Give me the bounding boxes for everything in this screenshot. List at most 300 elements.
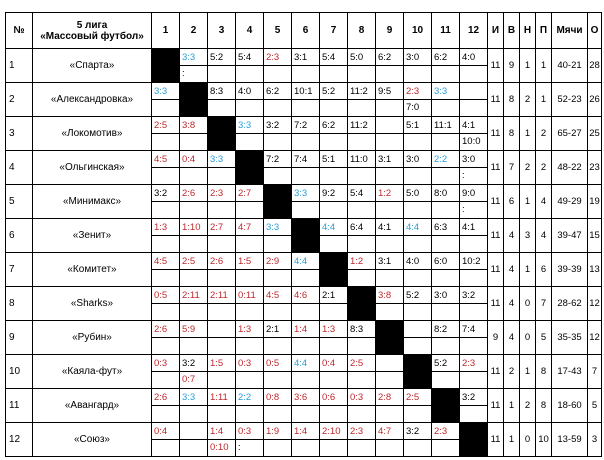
second-leg-score — [236, 100, 263, 115]
second-leg-score — [376, 202, 403, 217]
second-leg-score — [404, 66, 431, 81]
first-leg-score: 2:3 — [432, 424, 459, 440]
first-leg-score: 2:3 — [460, 356, 487, 372]
second-leg-score — [348, 168, 375, 183]
first-leg-score: 2:1 — [264, 322, 291, 338]
second-leg-score — [432, 168, 459, 183]
losses: 6 — [536, 253, 552, 287]
points: 3 — [588, 423, 602, 457]
goals: 39-47 — [552, 219, 588, 253]
second-leg-score — [348, 372, 375, 387]
first-leg-score: 11:2 — [348, 118, 375, 134]
self-match-cell — [292, 219, 320, 253]
points: 26 — [588, 83, 602, 117]
games-played: 11 — [488, 83, 504, 117]
header-opponent-12: 12 — [460, 13, 488, 49]
first-leg-score: 10:1 — [292, 84, 319, 100]
score-cell — [460, 287, 488, 321]
first-leg-score: 1:4 — [292, 424, 319, 440]
first-leg-score: 0:5 — [152, 288, 179, 304]
points: 15 — [588, 219, 602, 253]
first-leg-score: 1:10 — [180, 220, 207, 236]
header-opponent-10: 10 — [404, 13, 432, 49]
score-cell — [180, 321, 208, 355]
score-cell — [152, 83, 180, 117]
first-leg-score: 3:8 — [376, 288, 403, 304]
second-leg-score — [376, 134, 403, 149]
score-cell — [152, 185, 180, 219]
first-leg-score: 3:0 — [432, 288, 459, 304]
second-leg-score: : — [462, 170, 465, 181]
table-row — [6, 389, 602, 423]
first-leg-score: 8:0 — [432, 186, 459, 202]
score-cell — [320, 389, 348, 423]
table-row — [6, 219, 602, 253]
losses: 2 — [536, 117, 552, 151]
second-leg-score — [320, 236, 347, 251]
first-leg-score: 7:2 — [292, 118, 319, 134]
points: 5 — [588, 389, 602, 423]
first-leg-score: 0:3 — [236, 356, 263, 372]
losses: 8 — [536, 355, 552, 389]
score-cell — [292, 49, 320, 83]
second-leg-score — [348, 202, 375, 217]
header-points: О — [588, 13, 602, 49]
second-leg-score — [208, 372, 235, 387]
first-leg-score: 2:3 — [348, 424, 375, 440]
score-cell — [292, 355, 320, 389]
first-leg-score: 11:1 — [432, 118, 459, 134]
header-opponent-3: 3 — [208, 13, 236, 49]
games-played: 11 — [488, 389, 504, 423]
second-leg-score — [292, 66, 319, 81]
score-cell — [376, 185, 404, 219]
score-cell — [460, 219, 488, 253]
score-cell — [236, 49, 264, 83]
score-cell — [264, 83, 292, 117]
first-leg-score: 2:6 — [152, 322, 179, 338]
second-leg-score — [264, 134, 291, 149]
second-leg-score — [208, 66, 235, 81]
first-leg-score: 10:2 — [460, 254, 487, 270]
second-leg-score — [180, 406, 207, 421]
second-leg-score — [152, 100, 179, 115]
points: 12 — [588, 287, 602, 321]
second-leg-score — [292, 372, 319, 387]
first-leg-score: 2:5 — [404, 390, 431, 406]
second-leg-score — [320, 440, 347, 455]
second-leg-score — [460, 338, 487, 353]
first-leg-score: 6:2 — [432, 50, 459, 66]
games-played: 11 — [488, 219, 504, 253]
first-leg-score: 2:11 — [180, 288, 207, 304]
standings-body — [6, 49, 602, 457]
score-cell — [208, 321, 236, 355]
first-leg-score: 2:10 — [320, 424, 347, 440]
games-played: 11 — [488, 355, 504, 389]
first-leg-score: 9:5 — [376, 84, 403, 100]
second-leg-score — [404, 304, 431, 319]
first-leg-score: 8:3 — [208, 84, 235, 100]
score-cell — [460, 355, 488, 389]
second-leg-score — [432, 372, 459, 387]
wins: 1 — [504, 389, 520, 423]
row-number: 12 — [6, 423, 33, 457]
score-cell — [376, 253, 404, 287]
score-cell — [460, 151, 488, 185]
team-name: «Александровка» — [33, 83, 152, 117]
first-leg-score: 3:2 — [460, 288, 487, 304]
second-leg-score — [152, 304, 179, 319]
second-leg-score — [264, 236, 291, 251]
first-leg-score: 4:0 — [404, 254, 431, 270]
score-cell — [320, 185, 348, 219]
second-leg-score — [292, 134, 319, 149]
second-leg-score — [264, 338, 291, 353]
draws: 2 — [520, 389, 536, 423]
table-row — [6, 287, 602, 321]
second-leg-score — [432, 202, 459, 217]
score-cell — [152, 321, 180, 355]
second-leg-score — [208, 338, 235, 353]
header-league-line2: «Массовый футбол» — [40, 30, 144, 42]
second-leg-score — [432, 100, 459, 115]
goals: 48-22 — [552, 151, 588, 185]
first-leg-score: 4:5 — [152, 254, 179, 270]
row-number: 10 — [6, 355, 33, 389]
first-leg-score: 3:3 — [180, 50, 207, 66]
first-leg-score: 1:5 — [236, 254, 263, 270]
row-number: 6 — [6, 219, 33, 253]
row-number: 2 — [6, 83, 33, 117]
self-match-cell — [152, 49, 180, 83]
first-leg-score: 11:2 — [348, 84, 375, 100]
first-leg-score: 7:4 — [460, 322, 487, 338]
score-cell — [208, 83, 236, 117]
first-leg-score: 1:4 — [292, 322, 319, 338]
second-leg-score — [152, 236, 179, 251]
row-number: 9 — [6, 321, 33, 355]
score-cell — [152, 355, 180, 389]
score-cell — [180, 219, 208, 253]
first-leg-score: 5:0 — [348, 50, 375, 66]
second-leg-score — [264, 66, 291, 81]
second-leg-score — [180, 304, 207, 319]
second-leg-score — [404, 270, 431, 285]
first-leg-score: 2:6 — [208, 254, 235, 270]
first-leg-score: 3:3 — [264, 220, 291, 236]
second-leg-score — [208, 270, 235, 285]
first-leg-score: 4:7 — [376, 424, 403, 440]
score-cell — [432, 287, 460, 321]
first-leg-score: 3:3 — [292, 186, 319, 202]
wins: 6 — [504, 185, 520, 219]
second-leg-score — [348, 270, 375, 285]
score-cell — [236, 355, 264, 389]
first-leg-score — [376, 356, 403, 372]
draws: 1 — [520, 253, 536, 287]
first-leg-score: 7:4 — [292, 152, 319, 168]
points: 23 — [588, 151, 602, 185]
self-match-cell — [460, 423, 488, 457]
first-leg-score: 4:4 — [320, 220, 347, 236]
first-leg-score: 3:2 — [152, 186, 179, 202]
second-leg-score — [236, 338, 263, 353]
second-leg-score — [208, 202, 235, 217]
draws: 1 — [520, 49, 536, 83]
second-leg-score — [264, 372, 291, 387]
second-leg-score — [292, 406, 319, 421]
first-leg-score: 2:1 — [320, 288, 347, 304]
wins: 4 — [504, 321, 520, 355]
table-row — [6, 83, 602, 117]
header-opponent-8: 8 — [348, 13, 376, 49]
first-leg-score: 3:3 — [180, 390, 207, 406]
first-leg-score: 3:2 — [180, 356, 207, 372]
score-cell — [292, 423, 320, 457]
second-leg-score — [152, 270, 179, 285]
score-cell — [376, 219, 404, 253]
goals: 52-23 — [552, 83, 588, 117]
first-leg-score: 3:3 — [432, 84, 459, 100]
score-cell — [320, 151, 348, 185]
second-leg-score — [404, 202, 431, 217]
score-cell — [264, 321, 292, 355]
second-leg-score: 0:10 — [210, 442, 229, 453]
first-leg-score: 1:2 — [348, 254, 375, 270]
second-leg-score — [320, 406, 347, 421]
score-cell — [208, 219, 236, 253]
second-leg-score — [264, 168, 291, 183]
second-leg-score — [460, 372, 487, 387]
second-leg-score — [152, 338, 179, 353]
score-cell — [152, 423, 180, 457]
first-leg-score: 4:5 — [152, 152, 179, 168]
score-cell — [460, 117, 488, 151]
score-cell — [152, 389, 180, 423]
second-leg-score — [264, 440, 291, 455]
score-cell — [404, 83, 432, 117]
second-leg-score — [348, 236, 375, 251]
second-leg-score — [208, 236, 235, 251]
score-cell — [320, 117, 348, 151]
wins: 2 — [504, 355, 520, 389]
score-cell — [432, 355, 460, 389]
row-number: 4 — [6, 151, 33, 185]
second-leg-score — [236, 372, 263, 387]
first-leg-score — [208, 322, 235, 338]
first-leg-score: 3:3 — [152, 84, 179, 100]
header-league-line1: 5 лига — [76, 19, 108, 31]
losses: 8 — [536, 389, 552, 423]
second-leg-score — [404, 338, 431, 353]
wins: 9 — [504, 49, 520, 83]
second-leg-score — [432, 236, 459, 251]
first-leg-score: 0:5 — [264, 356, 291, 372]
second-leg-score — [460, 236, 487, 251]
score-cell — [292, 117, 320, 151]
table-row — [6, 253, 602, 287]
score-cell — [292, 253, 320, 287]
self-match-cell — [348, 287, 376, 321]
row-number: 5 — [6, 185, 33, 219]
score-cell — [348, 117, 376, 151]
table-row — [6, 117, 602, 151]
second-leg-score — [208, 406, 235, 421]
score-cell — [348, 321, 376, 355]
self-match-cell — [236, 151, 264, 185]
first-leg-score: 0:6 — [320, 390, 347, 406]
first-leg-score: 9:0 — [460, 186, 487, 202]
first-leg-score: 3:1 — [376, 254, 403, 270]
table-row — [6, 151, 602, 185]
second-leg-score — [292, 100, 319, 115]
first-leg-score: 4:5 — [264, 288, 291, 304]
header-number: № — [6, 13, 33, 49]
first-leg-score: 2:3 — [404, 84, 431, 100]
score-cell — [404, 219, 432, 253]
score-cell — [348, 253, 376, 287]
goals: 65-27 — [552, 117, 588, 151]
table-row — [6, 321, 602, 355]
first-leg-score: 1:3 — [236, 322, 263, 338]
second-leg-score — [264, 270, 291, 285]
first-leg-score: 4:1 — [376, 220, 403, 236]
first-leg-score: 5:2 — [320, 84, 347, 100]
team-name: «Ольгинская» — [33, 151, 152, 185]
second-leg-score — [404, 168, 431, 183]
score-cell — [236, 219, 264, 253]
draws: 0 — [520, 287, 536, 321]
score-cell — [208, 185, 236, 219]
score-cell — [152, 219, 180, 253]
losses: 1 — [536, 83, 552, 117]
second-leg-score: 0:7 — [182, 374, 196, 385]
first-leg-score: 5:4 — [236, 50, 263, 66]
second-leg-score — [152, 440, 179, 455]
second-leg-score — [376, 406, 403, 421]
second-leg-score — [432, 440, 459, 455]
score-cell — [348, 219, 376, 253]
score-cell — [376, 83, 404, 117]
score-cell — [180, 185, 208, 219]
first-leg-score: 4:4 — [292, 254, 319, 270]
second-leg-score: 7:0 — [406, 102, 420, 113]
second-leg-score — [180, 168, 207, 183]
second-leg-score — [264, 406, 291, 421]
score-cell — [292, 185, 320, 219]
first-leg-score: 3:3 — [208, 152, 235, 168]
goals: 40-21 — [552, 49, 588, 83]
score-cell — [460, 49, 488, 83]
score-cell — [152, 287, 180, 321]
second-leg-score — [292, 304, 319, 319]
row-number: 7 — [6, 253, 33, 287]
row-number: 1 — [6, 49, 33, 83]
score-cell — [348, 423, 376, 457]
second-leg-score: : — [238, 442, 241, 453]
first-leg-score: 3:0 — [404, 50, 431, 66]
score-cell — [460, 83, 488, 117]
header-goals: Мячи — [552, 13, 588, 49]
first-leg-score — [404, 322, 431, 338]
score-cell — [376, 389, 404, 423]
first-leg-score: 4:1 — [460, 118, 487, 134]
score-cell — [432, 83, 460, 117]
first-leg-score: 4:0 — [460, 50, 487, 66]
first-leg-score: 2:5 — [180, 254, 207, 270]
losses: 1 — [536, 49, 552, 83]
score-cell — [236, 321, 264, 355]
second-leg-score: : — [182, 68, 185, 79]
second-leg-score — [376, 304, 403, 319]
first-leg-score: 9:2 — [320, 186, 347, 202]
first-leg-score: 2:3 — [264, 50, 291, 66]
first-leg-score: 4:0 — [236, 84, 263, 100]
score-cell — [404, 287, 432, 321]
second-leg-score — [348, 338, 375, 353]
first-leg-score: 2:6 — [180, 186, 207, 202]
first-leg-score: 1:3 — [152, 220, 179, 236]
goals: 35-35 — [552, 321, 588, 355]
score-cell — [320, 83, 348, 117]
team-name: «Каяла-фут» — [33, 355, 152, 389]
team-name: «Минимакс» — [33, 185, 152, 219]
first-leg-score: 1:5 — [208, 356, 235, 372]
first-leg-score: 3:8 — [180, 118, 207, 134]
score-cell — [320, 355, 348, 389]
first-leg-score: 4:1 — [460, 220, 487, 236]
second-leg-score: : — [462, 204, 465, 215]
score-cell — [264, 355, 292, 389]
second-leg-score — [292, 202, 319, 217]
row-number: 8 — [6, 287, 33, 321]
first-leg-score: 1:11 — [208, 390, 235, 406]
second-leg-score — [208, 168, 235, 183]
games-played: 11 — [488, 253, 504, 287]
second-leg-score — [152, 372, 179, 387]
score-cell — [208, 389, 236, 423]
first-leg-score: 5:2 — [432, 356, 459, 372]
score-cell — [180, 49, 208, 83]
score-cell — [152, 117, 180, 151]
self-match-cell — [404, 355, 432, 389]
points: 19 — [588, 185, 602, 219]
first-leg-score: 0:3 — [152, 356, 179, 372]
first-leg-score: 6:0 — [432, 254, 459, 270]
second-leg-score — [320, 338, 347, 353]
score-cell — [236, 253, 264, 287]
score-cell — [264, 287, 292, 321]
score-cell — [292, 389, 320, 423]
draws: 2 — [520, 151, 536, 185]
first-leg-score: 6:2 — [320, 118, 347, 134]
first-leg-score: 11:0 — [348, 152, 375, 168]
first-leg-score: 5:1 — [320, 152, 347, 168]
first-leg-score: 1:3 — [320, 322, 347, 338]
goals: 17-43 — [552, 355, 588, 389]
score-cell — [208, 423, 236, 457]
draws: 3 — [520, 219, 536, 253]
first-leg-score: 1:2 — [376, 186, 403, 202]
second-leg-score — [208, 304, 235, 319]
points: 7 — [588, 355, 602, 389]
table-row — [6, 185, 602, 219]
first-leg-score: 5:2 — [404, 288, 431, 304]
second-leg-score — [236, 134, 263, 149]
second-leg-score — [376, 270, 403, 285]
first-leg-score: 3:0 — [404, 152, 431, 168]
